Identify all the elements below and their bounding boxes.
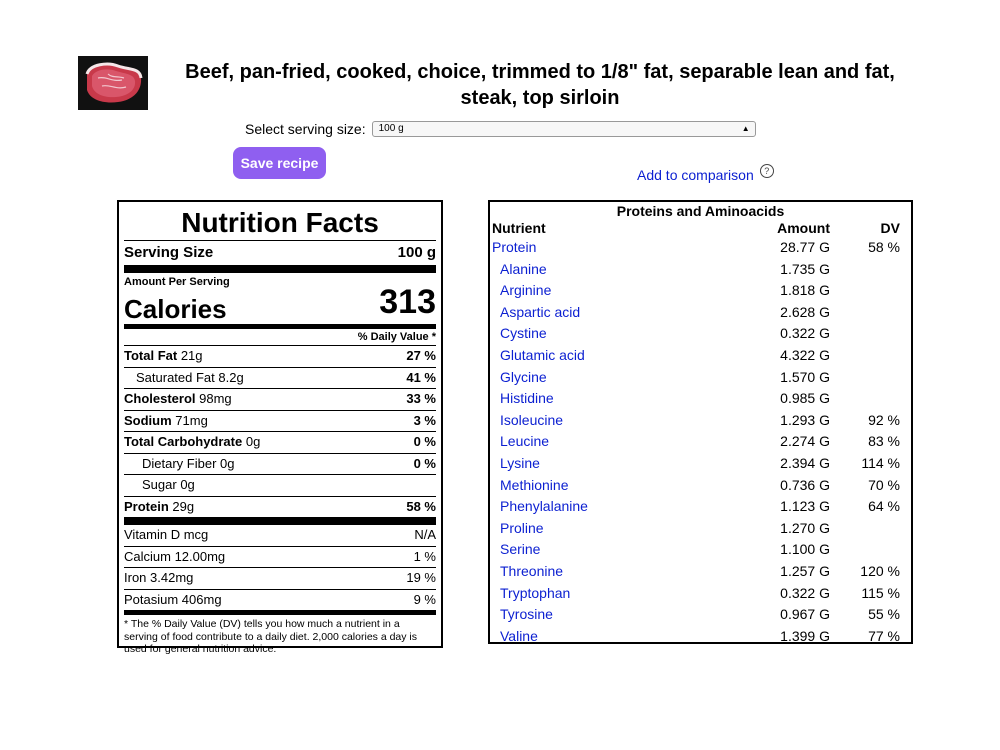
nutrient-row: Cholesterol 98mg 33 %	[124, 388, 436, 410]
divider-thick	[124, 265, 436, 273]
nutrient-link[interactable]: Tyrosine	[500, 606, 553, 623]
table-row: Tyrosine 0.967 G 55 %	[490, 604, 911, 626]
nutrient-link[interactable]: Histidine	[500, 390, 554, 407]
nutrient-link[interactable]: Leucine	[500, 433, 550, 450]
calories-row	[124, 283, 436, 324]
save-recipe-button[interactable]: Save recipe	[233, 147, 326, 179]
header-amount: Amount	[777, 220, 830, 236]
nutrient-row: Protein 29g 58 %	[124, 496, 436, 518]
daily-value-footnote: * The % Daily Value (DV) tells you how much a nutrient in a serving of food contribute to a daily diet. 2,000 calories a day is used for general nutrition advice.	[124, 618, 418, 655]
table-row: Isoleucine 1.293 G 92 %	[490, 410, 911, 432]
nutrient-link[interactable]: Phenylalanine	[500, 498, 588, 515]
amount-per-serving: Amount Per Serving	[124, 276, 230, 288]
nutrient-link[interactable]: Valine	[500, 627, 538, 644]
divider-medium	[124, 610, 436, 615]
serving-size-select[interactable]	[372, 121, 756, 137]
table-row: Valine 1.399 G 77 %	[490, 626, 911, 648]
nutrient-row: Sugar 0g	[124, 474, 436, 496]
nutrient-link[interactable]: Cystine	[500, 325, 547, 342]
serving-size-caption: Serving Size	[124, 244, 214, 261]
table-row: Serine 1.100 G	[490, 539, 911, 561]
table-row: Lysine 2.394 G 114 %	[490, 453, 911, 475]
serving-size-line	[124, 241, 436, 265]
nutrient-row: Total Carbohydrate 0g 0 %	[124, 431, 436, 453]
nutrient-row: Sodium 71mg 3 %	[124, 410, 436, 432]
nutrient-link[interactable]: Aspartic acid	[500, 303, 581, 320]
table-row: Methionine 0.736 G 70 %	[490, 475, 911, 497]
vitamin-row: Iron 3.42mg 19 %	[124, 567, 436, 589]
table-row: Arginine 1.818 G	[490, 280, 911, 302]
nutrition-facts-title: Nutrition Facts	[181, 207, 379, 238]
nutrition-facts-panel	[117, 200, 443, 655]
table-row: Leucine 2.274 G 83 %	[490, 431, 911, 453]
nutrient-link[interactable]: Protein	[492, 239, 537, 255]
table-row: Protein 28.77 G 58 %	[490, 237, 911, 259]
calories-value: 313	[379, 283, 436, 321]
daily-value-header: % Daily Value *	[357, 331, 436, 343]
nutrient-link[interactable]: Tryptophan	[500, 584, 571, 601]
serving-size-label: Select serving size:	[245, 121, 366, 137]
table-row: Aspartic acid 2.628 G	[490, 302, 911, 324]
table-row: Proline 1.270 G	[490, 518, 911, 540]
table-row: Alanine 1.735 G	[490, 259, 911, 281]
nutrient-link[interactable]: Glycine	[500, 368, 547, 385]
page-title: Beef, pan-fried, cooked, choice, trimmed to 1/8" fat, separable lean and fat, steak, top sirloin	[185, 61, 895, 109]
vitamin-row: Calcium 12.00mg 1 %	[124, 546, 436, 568]
nutrient-link[interactable]: Serine	[500, 541, 541, 558]
nutrient-link[interactable]: Proline	[500, 519, 544, 536]
serving-size-amount: 100 g	[397, 244, 436, 261]
header-nutrient: Nutrient	[492, 220, 546, 236]
nutrient-link[interactable]: Threonine	[500, 562, 564, 579]
help-icon[interactable]: ?	[760, 164, 774, 178]
nutrient-row: Total Fat 21g 27 %	[124, 345, 436, 367]
nutrient-link[interactable]: Glutamic acid	[500, 346, 585, 363]
nutrient-link[interactable]: Alanine	[500, 260, 547, 277]
nutrient-row: Dietary Fiber 0g 0 %	[124, 453, 436, 475]
serving-size-row	[245, 121, 756, 137]
nutrient-link[interactable]: Lysine	[500, 454, 540, 471]
nutrient-link[interactable]: Methionine	[500, 476, 569, 493]
add-to-comparison-link[interactable]	[637, 167, 774, 183]
header-dv: DV	[880, 220, 900, 236]
nutrient-link[interactable]: Isoleucine	[500, 411, 564, 428]
add-to-comparison-label: Add to comparison	[637, 167, 754, 183]
food-thumbnail	[78, 56, 148, 110]
table-header	[490, 219, 911, 237]
table-caption: Proteins and Aminoacids	[616, 203, 785, 219]
table-row: Phenylalanine 1.123 G 64 %	[490, 496, 911, 518]
nutrient-row: Saturated Fat 8.2g 41 %	[124, 367, 436, 389]
calories-label: Calories	[124, 294, 227, 324]
select-arrows-icon: ▲︎	[741, 124, 750, 133]
table-row: Cystine 0.322 G	[490, 323, 911, 345]
proteins-table	[488, 200, 913, 644]
vitamin-row: Potasium 406mg 9 %	[124, 589, 436, 611]
table-row: Histidine 0.985 G	[490, 388, 911, 410]
table-row: Tryptophan 0.322 G 115 %	[490, 583, 911, 605]
vitamin-row: Vitamin D mcg N/A	[124, 527, 436, 542]
serving-size-selected: 100 g	[378, 123, 404, 134]
table-row: Glutamic acid 4.322 G	[490, 345, 911, 367]
divider-thick	[124, 517, 436, 525]
nutrient-link[interactable]: Arginine	[500, 282, 552, 299]
table-row: Glycine 1.570 G	[490, 367, 911, 389]
table-row: Threonine 1.257 G 120 %	[490, 561, 911, 583]
